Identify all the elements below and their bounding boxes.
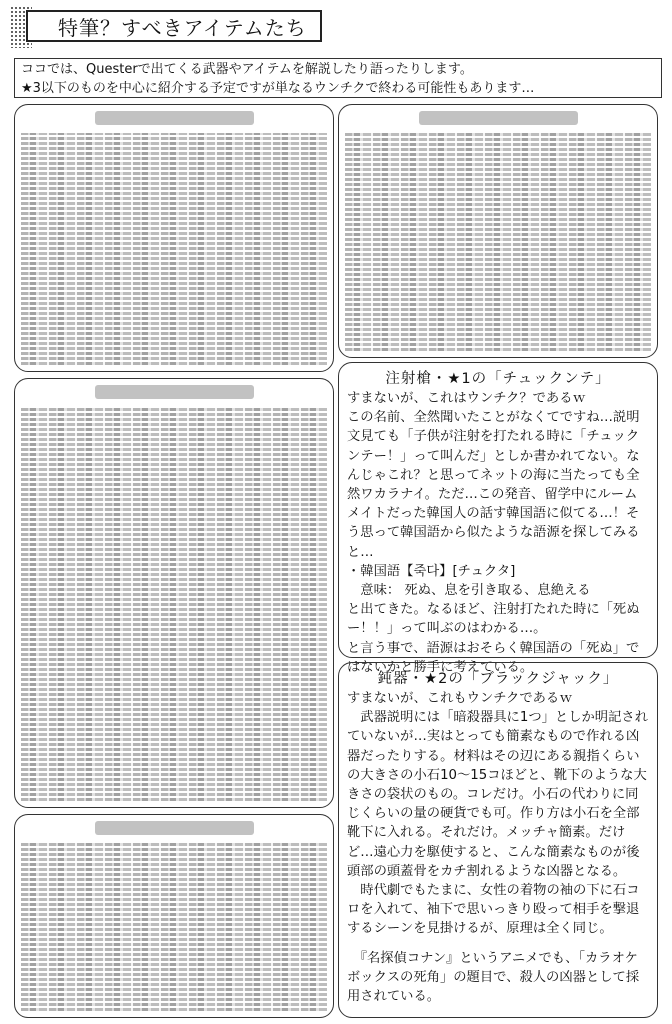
blurred-panel-3 [14,378,334,808]
article-heading: 鈍器・★2の「ブラックジャック」 [377,671,619,687]
blurred-text [345,133,651,351]
blurred-heading [95,821,254,835]
article-line: すまないが、これはウンチク？であるｗ [347,391,586,406]
intro-line-2: ★3以下のものを中心に紹介する予定ですが単なるウンチクで終わる可能性もあります… [21,81,535,96]
page-title: 特筆？すべきアイテムたち [26,10,322,42]
blurred-panel-2 [338,104,658,358]
article-paragraph: 時代劇でもたまに、女性の着物の袖の下に石コロを入れて、袖下で思いっきり殴って相手を撃退するシーンを見掛けるが、原理は全く同じ。 [347,883,640,937]
article-line: と言う事で、語源はおそらく韓国語の「死ぬ」ではないかと勝手に考えている。 [347,640,640,675]
intro-line-1: ココでは、Questerで出てくる武器やアイテムを解説したり語ったりします。 [21,62,473,77]
article-panel-chukkunte [338,362,658,675]
article-paragraph: この名前、全然聞いたことがなくてですね…説明文見ても「子供が注射を打たれる時に「チュックンテー！」って叫んだ」としか書かれてない。なんじゃこれ？と思ってネットの海に当たっても全然ワカラナイ。ただ…この発音、留学中にルームメイトだった韓国人の話す韓国語に似てる…！そう思って韓国語から似たような語源を探してみると… [347,410,640,560]
blurred-heading [419,111,578,125]
blurred-panel-1 [14,104,334,372]
blurred-panel-4 [14,814,334,1018]
article-heading: 注射槍・★1の「チュックンテ」 [385,371,611,387]
article-line: と出てきた。なるほど、注射打たれた時に「死ぬー！！」って叫ぶのはわかる…。 [347,602,640,637]
blurred-text [21,133,327,365]
blurred-heading [95,385,254,399]
article-spacer [347,939,649,949]
blurred-heading [95,111,254,125]
article-paragraph: 武器説明には「暗殺器具に1つ」としか明記されていないが…実はとっても簡素なもので作れる凶器だったりする。材料はその辺にある親指くらいの大きさの小石10～15コほどと、靴下のような大きさの袋状のもの。コレだけ。小石の代わりに同じくらいの量の硬貨でも可。作り方は小石を全部靴下に入れる。それだけ。メッチャ簡素。だけど…遠心力を駆使すると、こんな簡素なものが後頭部の頭蓋骨をカチ割れるような凶器となる。 [347,710,648,879]
article-line: すまないが、これもウンチクであるｗ [347,691,573,706]
article-line: 意味： 死ぬ、息を引き取る、息絶える [347,583,591,599]
article-line: ・韓国語【죽다】[チュクタ] [347,563,516,579]
title-banner [10,6,324,48]
blurred-text [21,407,327,801]
article-panel-blackjack [338,662,658,1018]
article-paragraph: 『名探偵コナン』というアニメでも、「カラオケボックスの死角」の題目で、殺人の凶器として採用されている。 [347,950,640,1005]
blurred-text [21,843,327,1011]
intro-box [14,58,662,98]
